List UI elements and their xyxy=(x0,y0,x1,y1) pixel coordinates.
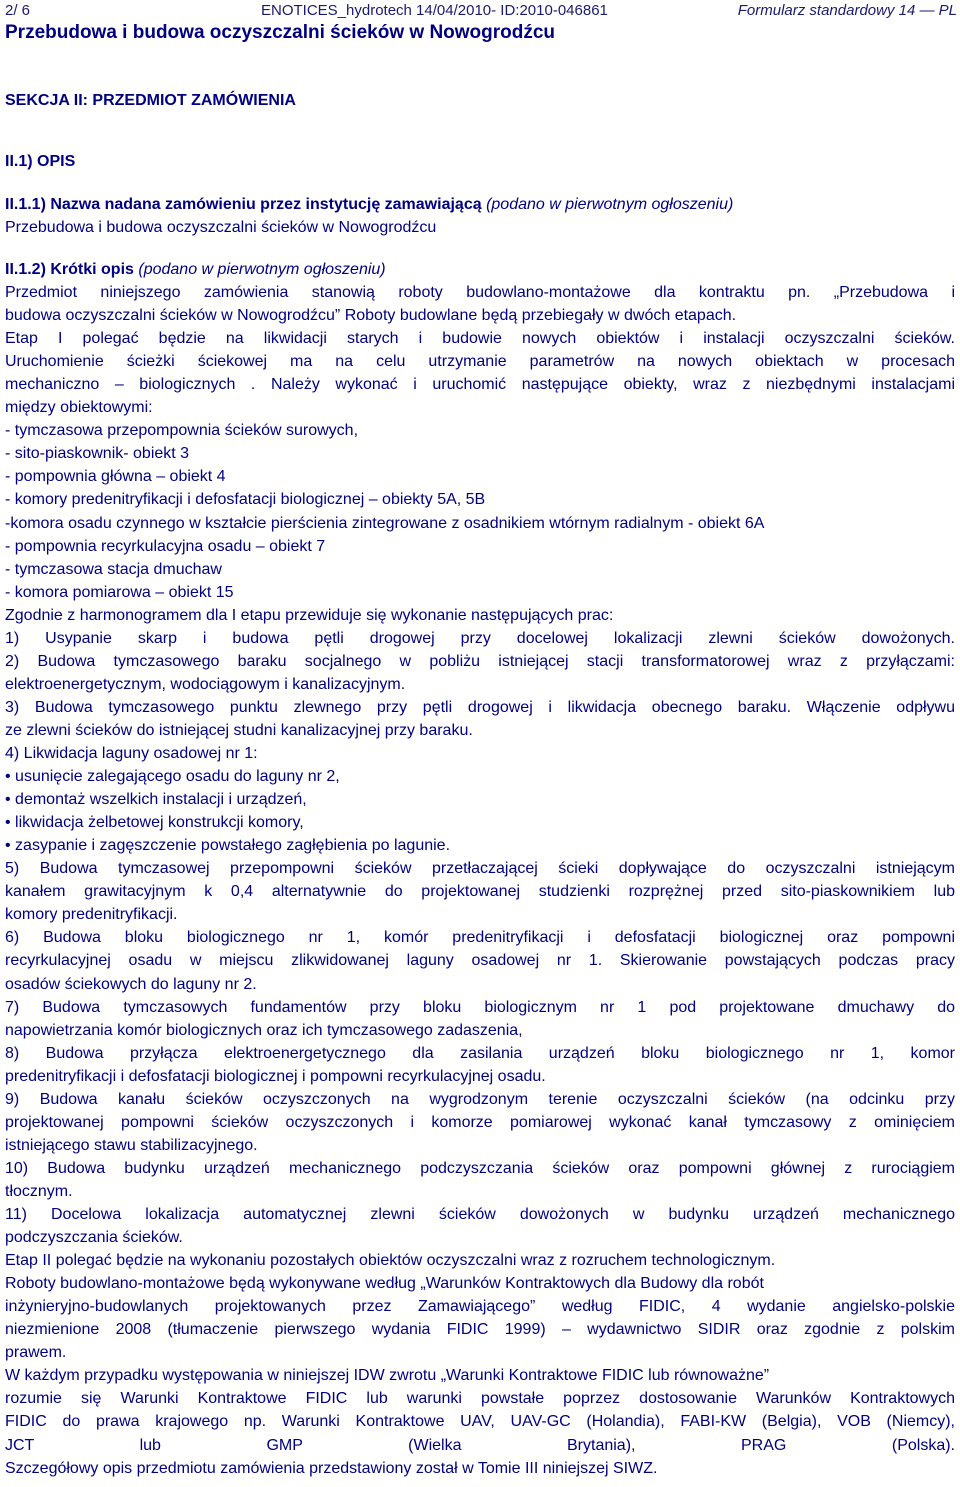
field-label-name-note: (podano w pierwotnym ogłoszeniu) xyxy=(486,196,734,213)
body-line: • demontaż wszelkich instalacji i urządzeń, xyxy=(5,791,307,809)
body-line: 3) Budowa tymczasowego punktu zlewnego przy pętli drogowej i likwidacja obecnego baraku. Włączenie odpływu xyxy=(5,698,955,716)
body-line: FIDIC do prawa krajowego np. Warunki Kontraktowe UAV, UAV-GC (Holandia), FABI-KW (Belgia), VOB (Niemcy), xyxy=(5,1413,955,1431)
subsection-opis: II.1) OPIS xyxy=(5,153,76,170)
body-line: mechaniczno – biologicznych . Należy wykonać i uruchomić następujące obiekty, wraz z niezbędnymi instalacjami xyxy=(5,376,955,394)
body-line: - tymczasowa stacja dmuchaw xyxy=(5,560,222,578)
body-line: między obiektowymi: xyxy=(5,399,153,417)
field-label-description-note: (podano w pierwotnym ogłoszeniu) xyxy=(138,261,386,278)
body-line: Roboty budowlano-montażowe będą wykonywane według „Warunków Kontraktowych dla Budowy dla robót xyxy=(5,1275,764,1293)
field-label-name-text: II.1.1) Nazwa nadana zamówieniu przez instytucję zamawiającą xyxy=(5,196,482,213)
body-line: osadów ściekowych do laguny nr 2. xyxy=(5,975,257,993)
notice-id: ENOTICES_hydrotech 14/04/2010- ID:2010-046861 xyxy=(261,2,608,19)
body-line: Zgodnie z harmonogramem dla I etapu przewiduje się wykonanie następujących prac: xyxy=(5,606,614,624)
document-title: Przebudowa i budowa oczyszczalni ścieków w Nowogrodźcu xyxy=(5,22,556,43)
body-line: • zasypanie i zagęszczenie powstałego zagłębienia po lagunie. xyxy=(5,837,451,855)
body-line: 1) Usypanie skarp i budowa pętli drogowej przy docelowej lokalizacji zlewni ścieków dowożonych. xyxy=(5,629,955,647)
field-label-name xyxy=(5,196,955,214)
body-line: 2) Budowa tymczasowego baraku socjalnego w pobliżu istniejącej stacji transformatorowej wraz z przyłączami: xyxy=(5,652,955,670)
body-line: inżynieryjno-budowlanych projektowanych przez Zamawiającego” według FIDIC, 4 wydanie angielsko-polskie xyxy=(5,1298,955,1316)
body-line: JCT lub GMP (Wielka Brytania), PRAG (Polska). xyxy=(5,1436,955,1454)
body-line: napowietrzania komór biologicznych oraz ich tymczasowego zadaszenia, xyxy=(5,1021,523,1039)
body-line: • likwidacja żelbetowej konstrukcji komory, xyxy=(5,814,304,832)
body-line: ze zlewni ścieków do istniejącej studni kanalizacyjnej przy baraku. xyxy=(5,721,473,739)
body-line: 6) Budowa bloku biologicznego nr 1, komór predenitryfikacji i defosfatacji biologicznej oraz pompowni xyxy=(5,929,955,947)
body-line: predenitryfikacji i defosfatacji biologicznej i pompowni recyrkulacyjnej osadu. xyxy=(5,1067,546,1085)
body-line: - pompownia główna – obiekt 4 xyxy=(5,468,226,486)
body-line: Przedmiot niniejszego zamówienia stanowią roboty budowlano-montażowe dla kontraktu pn. „Przebudowa i xyxy=(5,284,955,301)
body-line: kanałem grawitacyjnym k 0,4 alternatywnie do projektowanej studzienki rozprężnej przed sito-piaskownikiem lub xyxy=(5,883,955,901)
form-label: Formularz standardowy 14 — PL xyxy=(737,2,957,19)
body-line: Uruchomienie ścieżki ściekowej ma na celu utrzymanie parametrów na nowych obiektach w procesach xyxy=(5,353,955,371)
body-line: elektroenergetycznym, wodociągowym i kanalizacyjnym. xyxy=(5,675,406,693)
body-line: 10) Budowa budynku urządzeń mechanicznego podczyszczania ścieków oraz pompowni głównej z rurociągiem xyxy=(5,1159,955,1177)
body-line: komory predenitryfikacji. xyxy=(5,906,178,924)
page-header xyxy=(5,2,957,22)
section-heading: SEKCJA II: PRZEDMIOT ZAMÓWIENIA xyxy=(5,92,296,109)
body-line: - komory predenitryfikacji i defosfatacji biologicznej – obiekty 5A, 5B xyxy=(5,491,486,509)
body-line: recyrkulacyjnej osadu w miejscu zlikwidowanej laguny osadowej nr 1. Skierowanie powstających podczas pracy xyxy=(5,952,955,970)
body-line: • usunięcie zalegającego osadu do laguny nr 2, xyxy=(5,768,340,786)
body-line: W każdym przypadku występowania w niniejszej IDW zwrotu „Warunki Kontraktowe FIDIC lub równoważne” xyxy=(5,1367,770,1385)
page-number: 2/ 6 xyxy=(5,2,31,19)
field-label-description xyxy=(5,261,955,279)
body-line: Szczegółowy opis przedmiotu zamówienia przedstawiony został w Tomie III niniejszej SIWZ. xyxy=(5,1459,658,1477)
body-line: - sito-piaskownik- obiekt 3 xyxy=(5,445,190,463)
body-line: budowa oczyszczalni ścieków w Nowogrodźcu” Roboty budowlane będą przebiegały w dwóch etapach. xyxy=(5,307,737,325)
body-line: - pompownia recyrkulacyjna osadu – obiekt 7 xyxy=(5,537,326,555)
body-line: 4) Likwidacja laguny osadowej nr 1: xyxy=(5,745,258,762)
body-line: 9) Budowa kanału ścieków oczyszczonych na wygrodzonym terenie oczyszczalni ścieków (na odcinku przy xyxy=(5,1090,955,1108)
body-line: rozumie się Warunki Kontraktowe FIDIC lub warunki powstałe poprzez dostosowanie Warunków Kontraktowych xyxy=(5,1390,955,1408)
body-line: - tymczasowa przepompownia ścieków surowych, xyxy=(5,422,359,440)
body-line: Etap II polegać będzie na wykonaniu pozostałych obiektów oczyszczalni wraz z rozruchem technologicznym. xyxy=(5,1252,776,1270)
body-line: istniejącego stawu stabilizacyjnego. xyxy=(5,1136,258,1154)
field-label-description-text: II.1.2) Krótki opis xyxy=(5,261,134,278)
body-line: podczyszczania ścieków. xyxy=(5,1229,183,1247)
body-line: tłocznym. xyxy=(5,1182,73,1200)
body-line: Etap I polegać będzie na likwidacji starych i budowie nowych obiektów i instalacji oczyszczalni ścieków. xyxy=(5,330,955,348)
body-line: -komora osadu czynnego w kształcie pierścienia zintegrowane z osadnikiem wtórnym radialnym - obiekt 6A xyxy=(5,514,765,532)
body-line: - komora pomiarowa – obiekt 15 xyxy=(5,583,234,601)
body-line: 11) Docelowa lokalizacja automatycznej zlewni ścieków dowożonych w budynku urządzeń mechanicznego xyxy=(5,1206,955,1223)
body-line: projektowanej pompowni ścieków oczyszczonych i komorze pomiarowej wykonać kanał tymczasowy z ominięciem xyxy=(5,1113,955,1131)
field-value-name: Przebudowa i budowa oczyszczalni ścieków w Nowogrodźcu xyxy=(5,219,437,236)
body-line: prawem. xyxy=(5,1344,67,1362)
body-line: 8) Budowa przyłącza elektroenergetycznego dla zasilania urządzeń bloku biologicznego nr 1, komor xyxy=(5,1044,955,1062)
body-line: 7) Budowa tymczasowych fundamentów przy bloku biologicznym nr 1 pod projektowane dmuchawy do xyxy=(5,998,955,1016)
body-line: niezmienione 2008 (tłumaczenie pierwszego wydania FIDIC 1999) – wydawnictwo SIDIR oraz zgodnie z polskim xyxy=(5,1321,955,1339)
body-line: 5) Budowa tymczasowej przepompowni ścieków przetłaczającej ścieki dopływające do oczyszczalni istniejącym xyxy=(5,860,955,878)
